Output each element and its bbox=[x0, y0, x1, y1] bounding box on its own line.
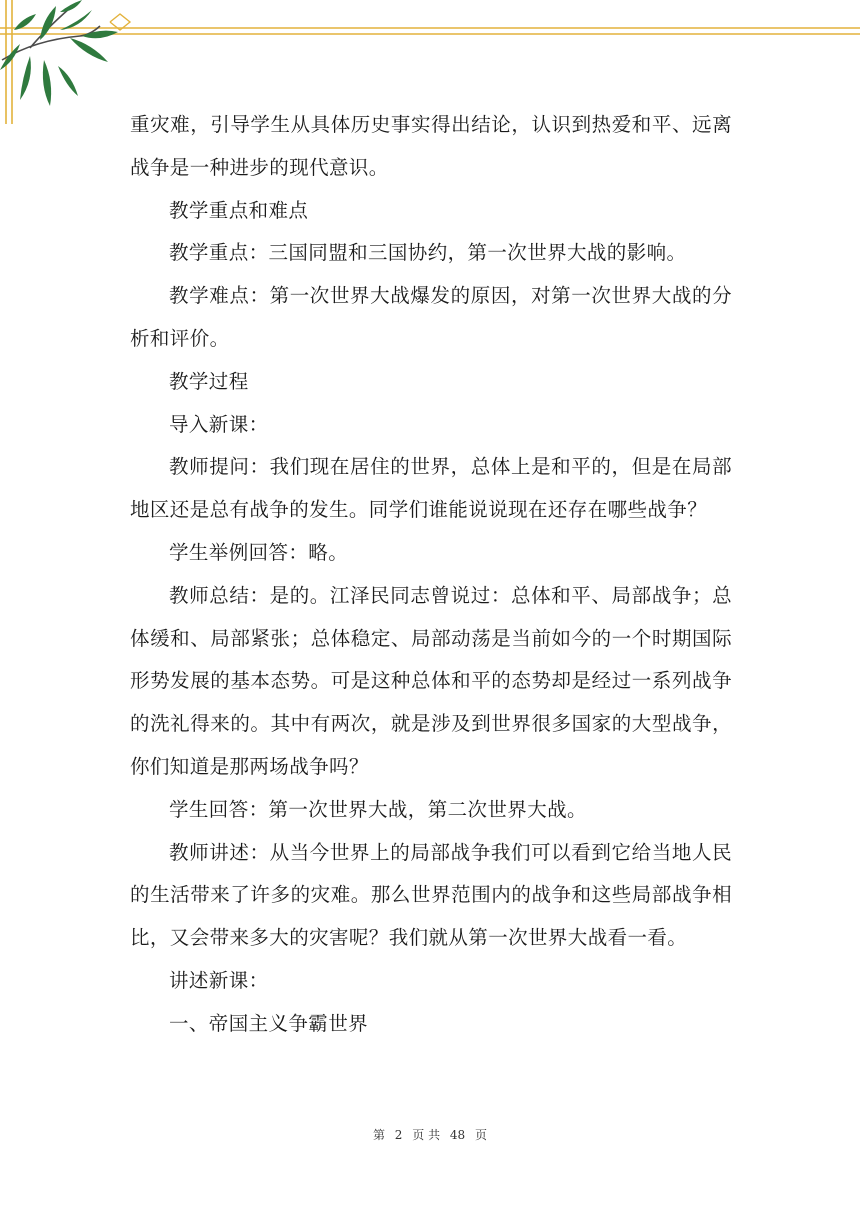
paragraph: 学生回答：第一次世界大战，第二次世界大战。 bbox=[169, 797, 587, 821]
footer-prefix: 第 bbox=[372, 1128, 385, 1142]
paragraph: 教师提问：我们现在居住的世界，总体上是和平的，但是在局部地区还是总有战争的发生。同学们谁能说说现在还存在哪些战争？ bbox=[130, 455, 732, 522]
page-number: 2 bbox=[394, 1128, 403, 1142]
paragraph: 重灾难，引导学生从具体历史事实得出结论，认识到热爱和平、远离战争是一种进步的现代意识。 bbox=[130, 113, 732, 179]
section-heading: 教学重点和难点 bbox=[169, 198, 309, 222]
paragraph: 教师总结：是的。江泽民同志曾说过：总体和平、局部战争；总体缓和、局部紧张；总体稳定、局部动荡是当前如今的一个时期国际形势发展的基本态势。可是这种总体和平的态势却是经过一系列战争的洗礼得来的。其中有两次，就是涉及到世界很多国家的大型战争，你们知道是那两场战争吗？ bbox=[130, 583, 732, 778]
paragraph: 教师讲述：从当今世界上的局部战争我们可以看到它给当地人民的生活带来了许多的灾难。那么世界范围内的战争和这些局部战争相比，又会带来多大的灾害呢？我们就从第一次世界大战看一看。 bbox=[130, 840, 732, 950]
paragraph: 讲述新课： bbox=[169, 968, 269, 992]
section-heading: 教学过程 bbox=[169, 369, 249, 393]
footer-middle: 页 共 bbox=[412, 1128, 441, 1142]
paragraph: 导入新课： bbox=[169, 412, 269, 436]
document-body bbox=[130, 104, 732, 1046]
page-total: 48 bbox=[449, 1128, 466, 1142]
footer-suffix: 页 bbox=[475, 1128, 488, 1142]
paragraph: 教学难点：第一次世界大战爆发的原因，对第一次世界大战的分析和评价。 bbox=[130, 284, 732, 350]
bamboo-leaves bbox=[0, 0, 118, 106]
paragraph: 教学重点：三国同盟和三国协约，第一次世界大战的影响。 bbox=[169, 241, 687, 265]
paragraph: 学生举例回答：略。 bbox=[169, 540, 349, 564]
bamboo-stalk bbox=[2, 8, 100, 60]
page-footer bbox=[0, 1126, 860, 1143]
section-heading: 一、帝国主义争霸世界 bbox=[169, 1011, 369, 1035]
